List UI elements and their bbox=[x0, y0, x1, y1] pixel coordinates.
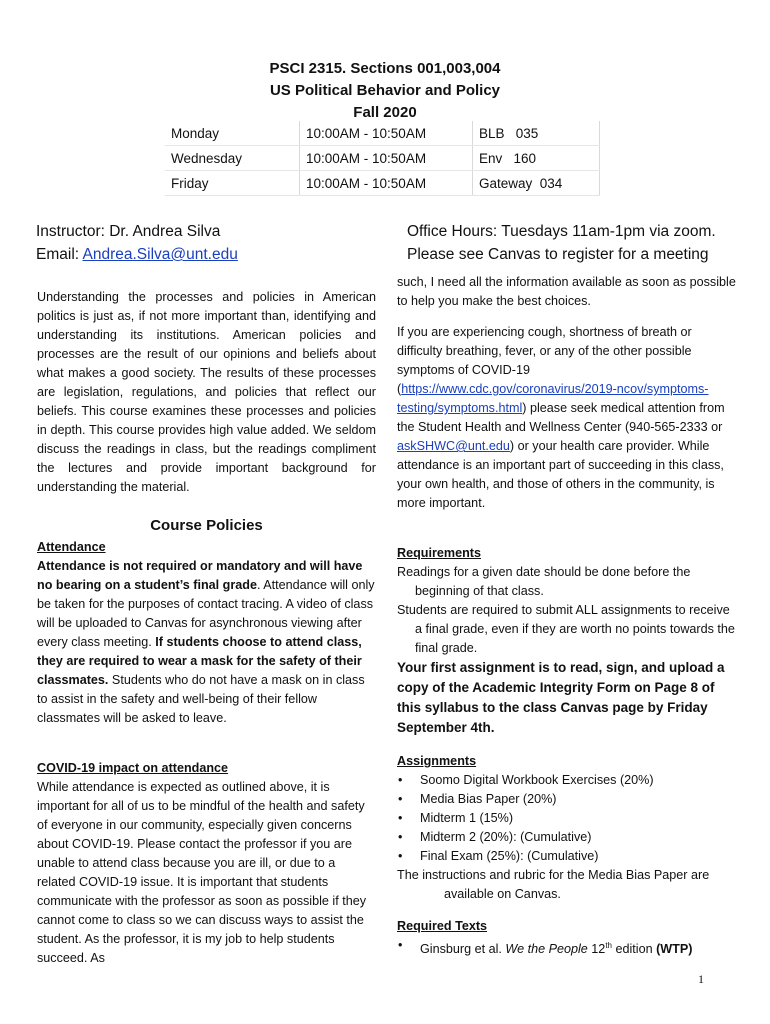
mask-text: Students who do not have a mask on in class to assist in the safety and well-being of their fellow classmates will be asked to leave. bbox=[37, 673, 365, 725]
attendance-text: . Attendance will only be taken for the purposes of contact tracing. A video of class will be uploaded to Canvas for asynchronous viewing after every class meeting. bbox=[37, 578, 375, 649]
intro-paragraph: Understanding the processes and policies in American politics is just as, if not more important than, identifying and understanding its institutions. American policies and processes are the result of our opinions and beliefs about what makes a good society. The results of these processes are legislation, regulations, and policies that reflect our beliefs. This course examines these processes and policies in depth. This course provides high value added. We seldom discuss the readings in class, but the readings compliment the lectures and provide important background for understanding the material. bbox=[37, 290, 376, 494]
list-item: • Soomo Digital Workbook Exercises (20%) bbox=[397, 771, 737, 790]
cdc-link[interactable]: https://www.cdc.gov/coronavirus/2019-ncov/symptoms-testing/symptoms.html bbox=[397, 382, 709, 415]
instructor-email-link[interactable]: Andrea.Silva@unt.edu bbox=[82, 246, 238, 263]
shwc-email-link[interactable]: askSHWC@unt.edu bbox=[397, 439, 510, 453]
text-abbreviation: (WTP) bbox=[656, 942, 693, 957]
office-hours-canvas-line: Please see Canvas to register for a meeting bbox=[407, 246, 709, 263]
symptoms-paragraph bbox=[397, 323, 737, 513]
instructor-block bbox=[36, 220, 238, 266]
office-hours-line: Office Hours: Tuesdays 11am-1pm via zoom. bbox=[407, 223, 716, 240]
text-author: Ginsburg et al. bbox=[420, 942, 506, 957]
requirement-assignments: Students are required to submit ALL assignments to receive a final grade, even if they are worth no points towards the final grade. bbox=[397, 603, 735, 655]
text-edition-word: edition bbox=[611, 942, 657, 957]
list-item bbox=[397, 936, 737, 959]
list-item: • Media Bias Paper (20%) bbox=[397, 790, 737, 809]
required-texts-list bbox=[397, 936, 737, 959]
list-item: • Midterm 1 (15%) bbox=[397, 809, 737, 828]
requirement-readings: Readings for a given date should be done before the beginning of that class. bbox=[397, 565, 691, 598]
instructor-name: Instructor: Dr. Andrea Silva bbox=[36, 223, 221, 240]
course-title: PSCI 2315. Sections 001,003,004 bbox=[269, 60, 501, 77]
symptoms-text-3: ) or your health care provider. While attendance is an important part of succeeding in this class, your own health, and those of others in the community, is more important. bbox=[397, 439, 724, 510]
email-label: Email: bbox=[36, 246, 83, 263]
attendance-heading: Attendance bbox=[37, 540, 106, 554]
list-item: • Midterm 2 (20%): (Cumulative) bbox=[397, 828, 737, 847]
text-edition-number: 12 bbox=[587, 942, 606, 957]
covid-section bbox=[37, 759, 376, 968]
symptoms-text: If you are experiencing cough, shortness of breath or difficulty breathing, fever, or any of the other possible symptoms of COVID-19 ( bbox=[397, 325, 692, 396]
rubric-note: The instructions and rubric for the Media Bias Paper are available on Canvas. bbox=[397, 868, 710, 901]
attendance-paragraph bbox=[37, 557, 376, 728]
covid-paragraph: While attendance is expected as outlined above, it is important for all of us to be mindful of the health and safety of everyone in our community, especially given concerns about COVID-19. Please contact the professor if you are unable to attend class because you are ill, or due to a related COVID-19 issue. It is important that students communicate with the professor as soon as possible if they cannot come to class so we can discuss ways to assist the student. As the professor, it is my job to help students succeed. As bbox=[37, 780, 366, 965]
requirements-section bbox=[397, 544, 737, 658]
page-number: 1 bbox=[698, 972, 704, 986]
schedule-time: 10:00AM - 10:50AM bbox=[300, 171, 473, 196]
course-term: Fall 2020 bbox=[353, 104, 417, 121]
required-texts-section bbox=[397, 917, 737, 959]
text-title: We the People bbox=[505, 942, 588, 957]
course-policies-heading: Course Policies bbox=[150, 517, 263, 534]
symptoms-text-2: ) please seek medical attention from the Student Health and Wellness Center (940-565-2333 or bbox=[397, 401, 725, 434]
schedule-day: Friday bbox=[165, 171, 300, 196]
schedule-row bbox=[165, 171, 600, 196]
schedule-day: Wednesday bbox=[165, 146, 300, 171]
covid-heading: COVID-19 impact on attendance bbox=[37, 761, 229, 775]
schedule-row bbox=[165, 121, 600, 146]
first-assignment-notice: Your first assignment is to read, sign, and upload a copy of the Academic Integrity Form on Page 8 of this syllabus to the class Canvas page by Friday September 4th. bbox=[397, 660, 725, 735]
schedule-time: 10:00AM - 10:50AM bbox=[300, 121, 473, 146]
schedule-time: 10:00AM - 10:50AM bbox=[300, 146, 473, 171]
assignments-section bbox=[397, 752, 737, 904]
schedule-day: Monday bbox=[165, 121, 300, 146]
required-texts-heading: Required Texts bbox=[397, 919, 488, 933]
schedule-row bbox=[165, 146, 600, 171]
instructor-email-line bbox=[36, 243, 238, 266]
list-item: • Final Exam (25%): (Cumulative) bbox=[397, 847, 737, 866]
requirements-heading: Requirements bbox=[397, 546, 481, 560]
schedule-room: Gateway 034 bbox=[473, 171, 600, 196]
office-hours-block bbox=[407, 220, 716, 266]
assignments-heading: Assignments bbox=[397, 754, 477, 768]
mask-requirement-bold: If students choose to attend class, they are required to wear a mask for the safety of their classmates. bbox=[37, 635, 362, 687]
schedule-table bbox=[165, 121, 600, 196]
assignments-list bbox=[397, 771, 737, 866]
continued-paragraph: such, I need all the information available as soon as possible to help you make the best choices. bbox=[397, 275, 736, 308]
attendance-policy-bold: Attendance is not required or mandatory and will have no bearing on a student’s final grade bbox=[37, 559, 363, 592]
schedule-room: Env 160 bbox=[473, 146, 600, 171]
course-subtitle: US Political Behavior and Policy bbox=[269, 82, 501, 99]
attendance-section bbox=[37, 538, 376, 728]
text-edition-suffix: th bbox=[605, 941, 612, 950]
schedule-room: BLB 035 bbox=[473, 121, 600, 146]
